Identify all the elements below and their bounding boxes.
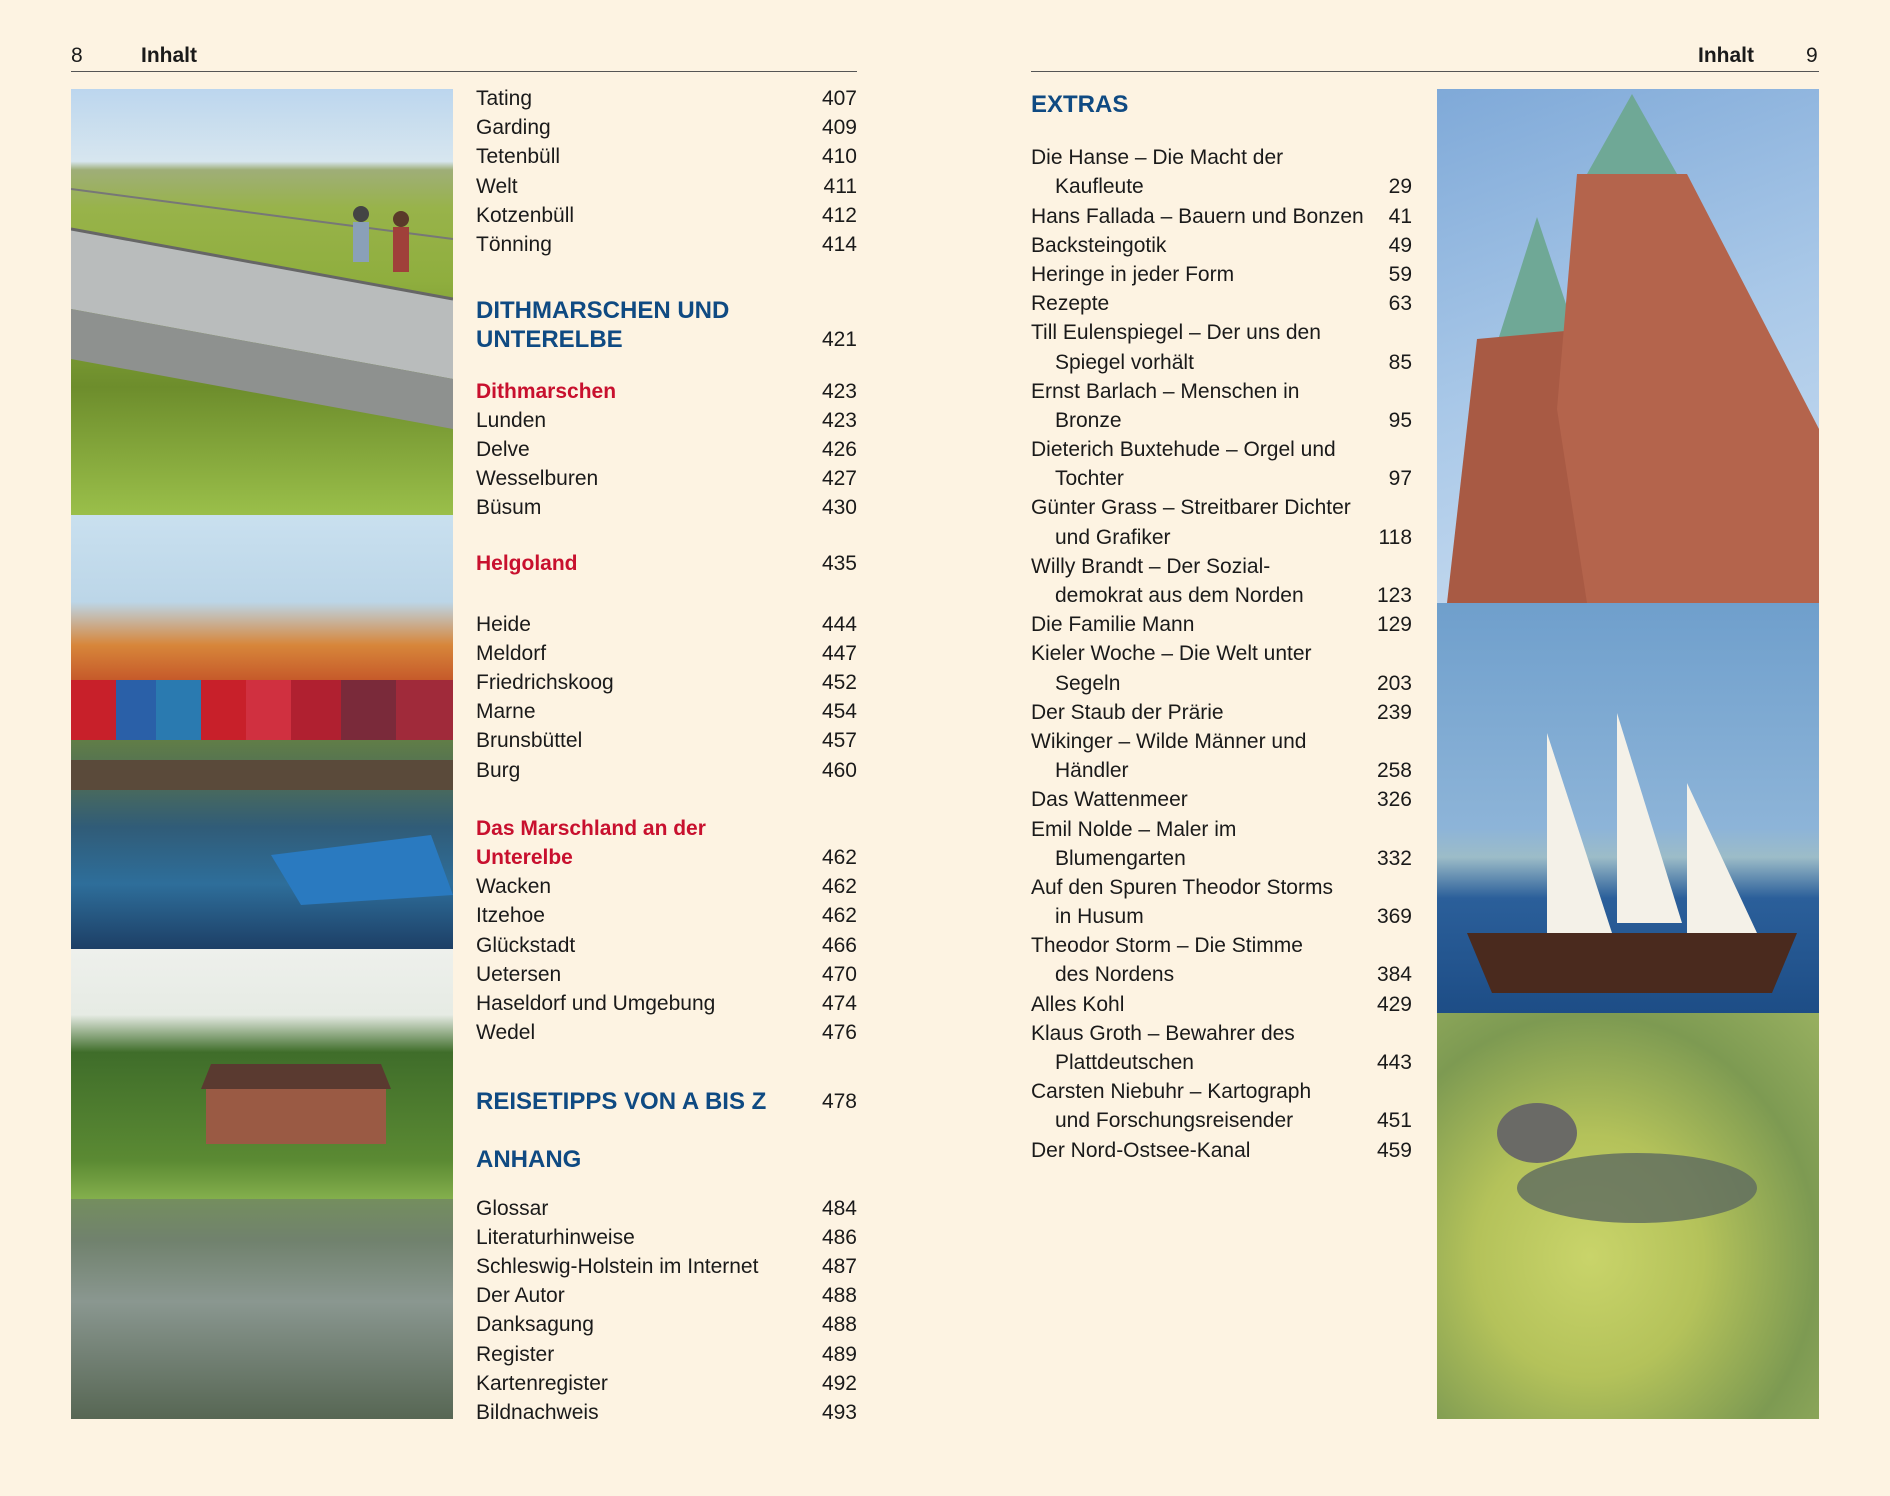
church-illustration [1437, 89, 1819, 603]
toc-entry[interactable] [1031, 610, 1412, 639]
toc-entry[interactable] [1031, 990, 1412, 1019]
entry-title: Till Eulenspiegel – Der uns den [1031, 321, 1321, 345]
entry-title: Die Familie Mann [1031, 613, 1195, 637]
entry-title: Heide [476, 612, 531, 636]
entry-title: Wacken [476, 875, 552, 899]
toc-row [476, 1018, 857, 1047]
entry-title: Dieterich Buxtehude – Orgel und [1031, 438, 1336, 462]
toc-row [476, 668, 857, 697]
entry-title: Tönning [476, 232, 552, 256]
entry-title-continuation: Tochter [1055, 467, 1124, 491]
toc-entry[interactable] [1031, 493, 1412, 551]
toc-row [1031, 260, 1412, 289]
toc-entry[interactable] [476, 756, 857, 785]
toc-entry[interactable] [476, 989, 857, 1018]
page-number: 459 [1376, 1138, 1412, 1162]
entry-title: Hans Fallada – Bauern und Bonzen [1031, 204, 1364, 228]
page-number: 476 [821, 1021, 857, 1045]
entry-title: Schleswig-Holstein im Internet [476, 1255, 759, 1278]
entry-title: Friedrichskoog [476, 671, 614, 694]
left-table-of-contents [476, 84, 857, 1427]
toc-entry[interactable] [476, 872, 857, 901]
page-number: 409 [821, 116, 857, 140]
toc-row-continuation [1031, 581, 1412, 610]
page-number: 97 [1388, 467, 1412, 491]
entry-title: Günter Grass – Streitbarer Dichter [1031, 496, 1351, 520]
toc-row [476, 1398, 857, 1427]
toc-entry[interactable] [476, 201, 857, 230]
toc-entry[interactable] [1031, 873, 1412, 931]
page-number: 369 [1376, 905, 1412, 929]
helgoland-hummerbuden-photo [71, 515, 453, 949]
page-number: 407 [821, 87, 857, 110]
toc-row [1031, 435, 1412, 464]
entry-title: Klaus Groth – Bewahrer des [1031, 1021, 1295, 1045]
toc-row [1031, 931, 1412, 960]
toc-entry[interactable] [476, 172, 857, 201]
toc-row [1031, 698, 1412, 727]
page-number: 384 [1376, 963, 1412, 987]
entry-title: Meldorf [476, 641, 547, 665]
toc-entry[interactable] [476, 1398, 857, 1427]
toc-row-continuation [1031, 172, 1412, 201]
right-table-of-contents [1031, 90, 1412, 1165]
toc-row [476, 113, 857, 142]
page-number: 85 [1388, 350, 1412, 374]
toc-row-continuation [1031, 756, 1412, 785]
toc-entry[interactable] [1031, 698, 1412, 727]
toc-row [476, 172, 857, 201]
right-running-title-text: Inhalt [1698, 44, 1754, 67]
toc-row [1031, 785, 1412, 814]
page-number: 203 [1376, 671, 1412, 695]
toc-entry[interactable] [476, 901, 857, 930]
page-number: 429 [1376, 992, 1412, 1016]
toc-entry[interactable] [476, 1252, 857, 1281]
toc-row [1031, 873, 1412, 902]
toc-row [476, 1252, 857, 1281]
entry-title: Wedel [476, 1021, 536, 1045]
left-running-title [141, 44, 197, 68]
page-number: 41 [1388, 204, 1412, 228]
toc-entry[interactable] [476, 1369, 857, 1398]
brick-church-towers-photo [1437, 89, 1819, 603]
toc-row [476, 406, 857, 435]
toc-entry[interactable] [476, 726, 857, 755]
left-running-title-text: Inhalt [141, 44, 197, 67]
page-number: 470 [821, 962, 857, 986]
page-number: 462 [821, 875, 857, 899]
page-number: 326 [1376, 788, 1412, 812]
toc-entry[interactable] [1031, 90, 1412, 119]
toc-row [476, 1369, 857, 1398]
toc-row [1031, 231, 1412, 260]
page-number: 129 [1376, 613, 1412, 637]
entry-title: Der Nord-Ostsee-Kanal [1031, 1138, 1251, 1162]
entry-title: Delve [476, 437, 530, 461]
toc-row [476, 1194, 857, 1223]
entry-title: Der Staub der Prärie [1031, 700, 1224, 724]
page-number: 444 [821, 612, 857, 636]
entry-title: Willy Brandt – Der Sozial- [1031, 554, 1271, 578]
page-number: 95 [1388, 408, 1412, 432]
toc-entry[interactable] [1031, 1019, 1412, 1077]
entry-title-continuation: und Grafiker [1055, 525, 1171, 549]
page-number: 430 [821, 496, 857, 520]
entry-title: Burg [476, 758, 521, 782]
toc-row [476, 610, 857, 639]
page-number: 414 [821, 232, 857, 256]
page-number: 258 [1376, 759, 1412, 783]
page-number: 426 [821, 437, 857, 461]
toc-entry[interactable] [476, 814, 857, 872]
toc-entry[interactable] [476, 549, 857, 578]
entry-title: Itzehoe [476, 904, 545, 928]
entry-title-continuation: Plattdeutschen [1055, 1051, 1194, 1074]
toc-entry[interactable] [476, 639, 857, 668]
toc-entry[interactable] [476, 435, 857, 464]
toc-entry[interactable] [476, 84, 857, 113]
toc-entry[interactable] [1031, 785, 1412, 814]
entry-title-continuation: demokrat aus dem Norden [1055, 584, 1304, 607]
tall-ship-photo [1437, 603, 1819, 1013]
toc-entry[interactable] [476, 1223, 857, 1252]
toc-row [476, 726, 857, 755]
toc-row [476, 872, 857, 901]
toc-row-continuation [1031, 960, 1412, 989]
section-heading: REISETIPPS VON A BIS Z [476, 1088, 767, 1116]
page-number: 29 [1388, 175, 1412, 199]
boardwalk-marsh-photo [71, 89, 453, 515]
toc-row-continuation [1031, 1106, 1412, 1135]
page-number: 423 [821, 408, 857, 432]
toc-entry[interactable] [476, 1310, 857, 1339]
toc-row [1031, 202, 1412, 231]
toc-row [1031, 815, 1412, 844]
toc-row-continuation [1031, 406, 1412, 435]
toc-entry[interactable] [1031, 1077, 1412, 1135]
entry-title-continuation: Bronze [1055, 408, 1122, 432]
toc-row-continuation [1031, 669, 1412, 698]
toc-row [476, 1310, 857, 1339]
region-title: Helgoland [476, 552, 578, 576]
entry-title: Wesselburen [476, 467, 599, 491]
toc-row-continuation [1031, 844, 1412, 873]
toc-row [476, 1281, 857, 1310]
toc-entry[interactable] [1031, 552, 1412, 610]
page-number: 447 [821, 641, 857, 665]
entry-title-continuation: UNTERELBE [476, 326, 623, 354]
toc-entry[interactable] [476, 931, 857, 960]
page-number: 423 [821, 379, 857, 403]
toc-entry[interactable] [476, 697, 857, 726]
toc-row [1031, 289, 1412, 318]
region-title: Das Marschland an der [476, 816, 706, 840]
toc-entry[interactable] [476, 960, 857, 989]
toc-row [1031, 143, 1412, 172]
entry-title: Emil Nolde – Maler im [1031, 817, 1237, 841]
toc-row [476, 493, 857, 522]
entry-title: Der Autor [476, 1284, 565, 1308]
toc-entry[interactable] [1031, 143, 1412, 201]
page-number: 451 [1376, 1109, 1412, 1133]
entry-title: Kotzenbüll [476, 203, 575, 227]
entry-title-continuation: Segeln [1055, 671, 1121, 695]
toc-row [476, 756, 857, 785]
toc-row [476, 296, 857, 325]
toc-row [476, 989, 857, 1018]
toc-row [476, 377, 857, 406]
page-number: 488 [821, 1284, 857, 1308]
toc-row-continuation [1031, 902, 1412, 931]
toc-entry[interactable] [1031, 260, 1412, 289]
toc-entry[interactable] [476, 464, 857, 493]
page-number: 457 [821, 729, 857, 753]
page-number: 427 [821, 467, 857, 491]
toc-entry[interactable] [1031, 202, 1412, 231]
toc-row-continuation [1031, 1048, 1412, 1077]
page-number: 435 [821, 552, 857, 576]
entry-title: Marne [476, 700, 536, 724]
entry-title: Wikinger – Wilde Männer und [1031, 729, 1307, 753]
left-header-rule [71, 71, 857, 72]
page-number: 484 [821, 1196, 857, 1220]
toc-entry[interactable] [1031, 727, 1412, 785]
page-number: 493 [821, 1400, 857, 1424]
toc-row [1031, 990, 1412, 1019]
toc-row [476, 1145, 857, 1174]
toc-entry[interactable] [476, 668, 857, 697]
page-number: 63 [1388, 292, 1412, 316]
toc-row-continuation [476, 843, 857, 872]
toc-row [476, 1340, 857, 1369]
entry-title: Literaturhinweise [476, 1225, 635, 1249]
page-number: 49 [1388, 233, 1412, 257]
toc-row [476, 201, 857, 230]
toc-row-continuation [476, 325, 857, 354]
toc-entry[interactable] [1031, 318, 1412, 376]
toc-entry[interactable] [1031, 377, 1412, 435]
manor-house-illustration [71, 949, 453, 1419]
page-number: 412 [821, 203, 857, 227]
entry-title-continuation: Blumengarten [1055, 846, 1186, 870]
right-running-title [1698, 44, 1754, 68]
manor-house-pond-photo [71, 949, 453, 1419]
entry-title: Alles Kohl [1031, 992, 1125, 1016]
toc-entry[interactable] [476, 1281, 857, 1310]
page-number: 123 [1376, 584, 1412, 607]
toc-row [1031, 610, 1412, 639]
section-heading: EXTRAS [1031, 91, 1129, 118]
toc-row [1031, 377, 1412, 406]
toc-entry[interactable] [476, 1018, 857, 1047]
entry-title: Tetenbüll [476, 145, 561, 169]
entry-title: Haseldorf und Umgebung [476, 991, 716, 1015]
entry-title: Brunsbüttel [476, 729, 583, 753]
entry-title: Tating [476, 87, 533, 110]
toc-entry[interactable] [476, 1145, 857, 1174]
left-page-number: 8 [71, 44, 83, 67]
page-number: 410 [821, 145, 857, 169]
toc-row [1031, 727, 1412, 756]
toc-entry[interactable] [476, 1194, 857, 1223]
toc-row [476, 464, 857, 493]
page-number: 443 [1376, 1051, 1412, 1074]
entry-title-continuation: Unterelbe [476, 845, 573, 869]
entry-title: Rezepte [1031, 292, 1110, 316]
page-number: 118 [1378, 525, 1412, 549]
toc-row [1031, 1136, 1412, 1165]
entry-title: Lunden [476, 408, 547, 432]
region-title: Dithmarschen [476, 379, 617, 403]
toc-row-continuation [1031, 523, 1412, 552]
toc-entry[interactable] [1031, 1136, 1412, 1165]
toc-row [476, 814, 857, 843]
toc-row [1031, 1019, 1412, 1048]
entry-title: Kieler Woche – Die Welt unter [1031, 642, 1312, 666]
toc-entry[interactable] [476, 377, 857, 406]
page-number: 239 [1376, 700, 1412, 724]
entry-title: Kartenregister [476, 1371, 608, 1395]
toc-row [476, 960, 857, 989]
page-number: 492 [821, 1371, 857, 1395]
right-header-rule [1031, 71, 1819, 72]
colorful-houses-illustration [71, 515, 453, 949]
toc-entry[interactable] [1031, 639, 1412, 697]
entry-title: Bildnachweis [476, 1400, 599, 1424]
entry-title: Theodor Storm – Die Stimme [1031, 934, 1303, 958]
toc-entry[interactable] [1031, 231, 1412, 260]
page-number: 460 [821, 758, 857, 782]
page-number: 421 [821, 328, 857, 352]
entry-title-continuation: Spiegel vorhält [1055, 350, 1194, 374]
toc-row [476, 931, 857, 960]
toc-row [476, 1087, 857, 1116]
toc-row [476, 142, 857, 171]
toc-entry[interactable] [476, 610, 857, 639]
page-number: 466 [821, 933, 857, 957]
entry-title-continuation: des Nordens [1055, 963, 1175, 987]
entry-title: Das Wattenmeer [1031, 788, 1188, 812]
entry-title: Carsten Niebuhr – Kartograph [1031, 1080, 1312, 1104]
section-heading: ANHANG [476, 1146, 582, 1174]
toc-row [1031, 1077, 1412, 1106]
toc-entry[interactable] [1031, 289, 1412, 318]
entry-title-continuation: und Forschungsreisender [1055, 1109, 1294, 1133]
page-number: 489 [821, 1342, 857, 1366]
entry-title: Glossar [476, 1196, 549, 1220]
page-number: 411 [823, 174, 857, 198]
page-number: 452 [821, 671, 857, 694]
entry-title-continuation: Händler [1055, 759, 1129, 783]
seal-in-water-photo [1437, 1013, 1819, 1419]
toc-entry[interactable] [476, 406, 857, 435]
toc-entry[interactable] [476, 1340, 857, 1369]
toc-row [1031, 493, 1412, 522]
page-number: 462 [821, 904, 857, 928]
toc-row [476, 435, 857, 464]
toc-entry[interactable] [476, 1087, 857, 1116]
ship-illustration [1437, 603, 1819, 1013]
boardwalk-illustration [71, 89, 453, 515]
toc-entry[interactable] [476, 113, 857, 142]
right-page-number: 9 [1806, 44, 1818, 67]
toc-row [1031, 552, 1412, 581]
page-number: 462 [821, 845, 857, 869]
toc-row [476, 84, 857, 113]
page-number: 488 [821, 1313, 857, 1337]
toc-row [1031, 90, 1412, 119]
entry-title: Ernst Barlach – Menschen in [1031, 379, 1300, 403]
entry-title: Auf den Spuren Theodor Storms [1031, 875, 1333, 899]
page-number: 486 [821, 1225, 857, 1249]
toc-row [476, 639, 857, 668]
toc-entry[interactable] [476, 296, 857, 354]
toc-row [476, 1223, 857, 1252]
toc-row [1031, 318, 1412, 347]
toc-row [476, 230, 857, 259]
entry-title: Danksagung [476, 1313, 594, 1337]
toc-row [476, 549, 857, 578]
section-heading: DITHMARSCHEN UND [476, 297, 730, 325]
entry-title: Uetersen [476, 962, 562, 986]
toc-row-continuation [1031, 348, 1412, 377]
toc-entry[interactable] [476, 230, 857, 259]
page-number: 332 [1376, 846, 1412, 870]
page-number: 478 [821, 1090, 857, 1114]
entry-title: Büsum [476, 496, 542, 520]
toc-entry[interactable] [1031, 815, 1412, 873]
page-number: 59 [1388, 262, 1412, 286]
toc-row [1031, 639, 1412, 668]
page-number: 487 [821, 1255, 857, 1278]
page-number: 454 [821, 700, 857, 724]
toc-row [476, 901, 857, 930]
entry-title: Welt [476, 174, 518, 198]
toc-entry[interactable] [476, 142, 857, 171]
entry-title-continuation: Kaufleute [1055, 175, 1144, 199]
page-number: 474 [821, 991, 857, 1015]
toc-entry[interactable] [1031, 435, 1412, 493]
entry-title: Register [476, 1342, 555, 1366]
toc-row [476, 697, 857, 726]
seal-illustration [1437, 1013, 1819, 1419]
toc-row-continuation [1031, 464, 1412, 493]
entry-title: Backsteingotik [1031, 233, 1167, 257]
entry-title: Glückstadt [476, 933, 576, 957]
entry-title-continuation: in Husum [1055, 905, 1144, 929]
toc-entry[interactable] [476, 493, 857, 522]
entry-title: Heringe in jeder Form [1031, 262, 1235, 286]
toc-entry[interactable] [1031, 931, 1412, 989]
entry-title: Garding [476, 116, 551, 140]
entry-title: Die Hanse – Die Macht der [1031, 146, 1284, 170]
